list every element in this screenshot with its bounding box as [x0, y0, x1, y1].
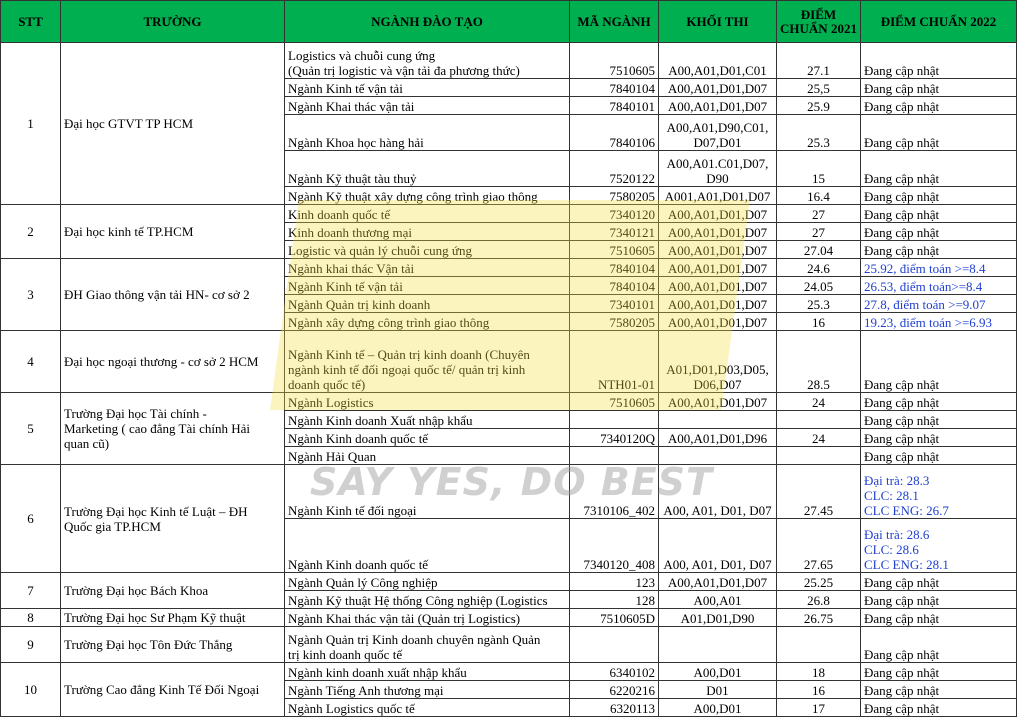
cell-score-2022: Đang cập nhật [861, 43, 1017, 79]
cell-stt: 4 [1, 331, 61, 393]
cell-block: A00,A01,D01,D07 [659, 205, 777, 223]
cell-block: A00,A01,D01,D07 [659, 393, 777, 411]
table-row [1, 331, 1017, 393]
cell-block: A00, A01, D01, D07 [659, 465, 777, 519]
cell-stt: 2 [1, 205, 61, 259]
cell-score-2022: Đang cập nhật [861, 115, 1017, 151]
header-stt: STT [1, 1, 61, 43]
cell-code: 7840104 [570, 277, 659, 295]
cell-major: Ngành Quản trị kinh doanh [285, 295, 570, 313]
cell-score-2021: 26.8 [777, 591, 861, 609]
cell-block [659, 411, 777, 429]
cell-major: Ngành Khai thác vận tải [285, 97, 570, 115]
cell-score-2021: 25.25 [777, 573, 861, 591]
table-row [1, 609, 1017, 627]
cell-score-2022: 26.53, điểm toán>=8.4 [861, 277, 1017, 295]
cell-major: Ngành Kinh tế – Quản trị kinh doanh (Chuyên ngành kinh tế đối ngoại quốc tế/ quản trị kinh doanh quốc tế) [285, 331, 570, 393]
cell-score-2022: Đang cập nhật [861, 79, 1017, 97]
cell-score-2022: Đang cập nhật [861, 573, 1017, 591]
cell-code: 7510605 [570, 241, 659, 259]
table-row [1, 627, 1017, 663]
cell-block: A00,A01,D01,D07 [659, 295, 777, 313]
cell-score-2022: Đang cập nhật [861, 699, 1017, 717]
cell-code: 123 [570, 573, 659, 591]
cell-major: Kinh doanh thương mại [285, 223, 570, 241]
cell-score-2022: Đang cập nhật [861, 591, 1017, 609]
cell-score-2021: 27.65 [777, 519, 861, 573]
cell-block: A00,A01,D01,D07 [659, 277, 777, 295]
cell-block: A00,A01,D01,D07 [659, 79, 777, 97]
cell-major: Ngành Kinh doanh quốc tế [285, 429, 570, 447]
cell-stt: 3 [1, 259, 61, 331]
cell-score-2022: Đang cập nhật [861, 97, 1017, 115]
cell-block: D01 [659, 681, 777, 699]
cell-major: Ngành Kỹ thuật tàu thuỷ [285, 151, 570, 187]
header-score-2021: ĐIỂM CHUẨN 2021 [777, 1, 861, 43]
cell-school: Trường Đại học Kinh tế Luật – ĐH Quốc gia TP.HCM [61, 465, 285, 573]
cell-stt: 10 [1, 663, 61, 717]
cell-block: A00,D01 [659, 699, 777, 717]
cell-stt: 1 [1, 43, 61, 205]
cell-score-2022: Đang cập nhật [861, 393, 1017, 411]
cell-score-2021: 18 [777, 663, 861, 681]
cell-score-2021: 15 [777, 151, 861, 187]
cell-major: Ngành Quản lý Công nghiệp [285, 573, 570, 591]
table-row [1, 663, 1017, 681]
cell-major: Ngành khai thác Vận tải [285, 259, 570, 277]
cell-code: 7340120_408 [570, 519, 659, 573]
cell-block: A00,A01,D01,D07 [659, 223, 777, 241]
cell-score-2021: 16 [777, 313, 861, 331]
cell-school: Trường Đại học Sư Phạm Kỹ thuật [61, 609, 285, 627]
cell-score-2021: 27.1 [777, 43, 861, 79]
cell-code: 7340120Q [570, 429, 659, 447]
cell-score-2021 [777, 627, 861, 663]
cell-code: 7520122 [570, 151, 659, 187]
cell-major: Ngành xây dựng công trình giao thông [285, 313, 570, 331]
cell-block: A00,A01,D01,D07 [659, 573, 777, 591]
cell-block: A00,A01,D01,D07 [659, 259, 777, 277]
cell-code: NTH01-01 [570, 331, 659, 393]
cell-major: Logistic và quản lý chuỗi cung ứng [285, 241, 570, 259]
cell-major: Ngành Kinh tế đối ngoại [285, 465, 570, 519]
cell-major: Ngành Quản trị Kinh doanh chuyên ngành Quản trị kinh doanh quốc tế [285, 627, 570, 663]
cell-major: Ngành Kinh tế vận tải [285, 79, 570, 97]
cell-score-2021: 16 [777, 681, 861, 699]
cell-score-2021: 28.5 [777, 331, 861, 393]
watermark-slogan: SAY YES, DO BEST [310, 460, 713, 504]
cell-code: 7510605 [570, 393, 659, 411]
cell-code: 7310106_402 [570, 465, 659, 519]
cell-score-2022: Đang cập nhật [861, 241, 1017, 259]
cell-major: Logistics và chuỗi cung ứng (Quản trị logistic và vận tải đa phương thức) [285, 43, 570, 79]
header-school: TRƯỜNG [61, 1, 285, 43]
cell-school: Trường Đại học Tôn Đức Thắng [61, 627, 285, 663]
cell-score-2021: 25,5 [777, 79, 861, 97]
cell-block: A01,D01,D03,D05, D06,D07 [659, 331, 777, 393]
cell-code: 7340120 [570, 205, 659, 223]
cell-score-2022: Đang cập nhật [861, 609, 1017, 627]
cell-score-2021: 25.9 [777, 97, 861, 115]
cell-score-2021: 24 [777, 429, 861, 447]
cell-score-2021: 27 [777, 223, 861, 241]
cell-score-2021: 17 [777, 699, 861, 717]
cell-score-2021: 27 [777, 205, 861, 223]
cell-block [659, 447, 777, 465]
cell-major: Ngành Khai thác vận tải (Quản trị Logistics) [285, 609, 570, 627]
cell-score-2022: Đại trà: 28.6 CLC: 28.6 CLC ENG: 28.1 [861, 519, 1017, 573]
table-row [1, 573, 1017, 591]
cell-code: 7840104 [570, 259, 659, 277]
cell-major: Ngành Logistics [285, 393, 570, 411]
cell-block: A001,A01,D01,D07 [659, 187, 777, 205]
cell-code [570, 411, 659, 429]
cell-major: Ngành Logistics quốc tế [285, 699, 570, 717]
cell-stt: 8 [1, 609, 61, 627]
table-row [1, 205, 1017, 223]
cell-score-2022: 25.92, điểm toán >=8.4 [861, 259, 1017, 277]
cell-block: A00,A01.C01,D07, D90 [659, 151, 777, 187]
cell-block: A00,A01,D01,D07 [659, 241, 777, 259]
cell-major: Ngành Kinh doanh quốc tế [285, 519, 570, 573]
cell-school: Trường Đại học Tài chính - Marketing ( cao đẳng Tài chính Hải quan cũ) [61, 393, 285, 465]
cell-score-2022: Đang cập nhật [861, 205, 1017, 223]
cell-school: Trường Đại học Bách Khoa [61, 573, 285, 609]
cell-code: 6220216 [570, 681, 659, 699]
cell-major: Ngành Kinh tế vận tải [285, 277, 570, 295]
cell-score-2022: 27.8, điểm toán >=9.07 [861, 295, 1017, 313]
cell-score-2021: 24 [777, 393, 861, 411]
cell-major: Ngành kinh doanh xuất nhập khẩu [285, 663, 570, 681]
cell-block: A00,A01,D90,C01, D07,D01 [659, 115, 777, 151]
cell-code: 7840101 [570, 97, 659, 115]
cell-major: Ngành Kinh doanh Xuất nhập khẩu [285, 411, 570, 429]
cell-school: Đại học ngoại thương - cơ sở 2 HCM [61, 331, 285, 393]
cell-score-2021: 16.4 [777, 187, 861, 205]
header-score-2022: ĐIỂM CHUẨN 2022 [861, 1, 1017, 43]
table-row [1, 393, 1017, 411]
cell-score-2021: 24.6 [777, 259, 861, 277]
cell-major: Ngành Hải Quan [285, 447, 570, 465]
cell-score-2022: Đang cập nhật [861, 223, 1017, 241]
cell-block [659, 627, 777, 663]
cell-code: 7840104 [570, 79, 659, 97]
cell-code: 128 [570, 591, 659, 609]
cell-major: Ngành Kỹ thuật Hệ thống Công nghiệp (Logistics [285, 591, 570, 609]
cell-score-2022: Đang cập nhật [861, 627, 1017, 663]
cell-score-2022: Đang cập nhật [861, 151, 1017, 187]
cell-score-2022: Đại trà: 28.3 CLC: 28.1 CLC ENG: 26.7 [861, 465, 1017, 519]
header-block: KHỐI THI [659, 1, 777, 43]
cell-score-2022: Đang cập nhật [861, 429, 1017, 447]
cell-code: 7340121 [570, 223, 659, 241]
table-header-row [1, 1, 1017, 43]
cell-code: 7840106 [570, 115, 659, 151]
cell-score-2022: Đang cập nhật [861, 187, 1017, 205]
table-row [1, 43, 1017, 79]
cell-code: 7340101 [570, 295, 659, 313]
cell-code: 7510605 [570, 43, 659, 79]
cell-score-2022: Đang cập nhật [861, 411, 1017, 429]
cell-code: 7510605D [570, 609, 659, 627]
cell-score-2022: Đang cập nhật [861, 663, 1017, 681]
cell-score-2021: 24.05 [777, 277, 861, 295]
cell-stt: 5 [1, 393, 61, 465]
cell-block: A00,D01 [659, 663, 777, 681]
cell-stt: 9 [1, 627, 61, 663]
cell-score-2022: Đang cập nhật [861, 681, 1017, 699]
cell-school: ĐH Giao thông vận tải HN- cơ sở 2 [61, 259, 285, 331]
cell-code: 7580205 [570, 313, 659, 331]
cell-block: A00,A01,D01,D07 [659, 313, 777, 331]
cell-major: Ngành Kỹ thuật xây dựng công trình giao thông [285, 187, 570, 205]
cell-block: A00, A01, D01, D07 [659, 519, 777, 573]
table-row [1, 259, 1017, 277]
cell-block: A00,A01 [659, 591, 777, 609]
cell-block: A00,A01,D01,D07 [659, 97, 777, 115]
cell-score-2021: 25.3 [777, 295, 861, 313]
cell-score-2022: 19.23, điểm toán >=6.93 [861, 313, 1017, 331]
cell-code: 7580205 [570, 187, 659, 205]
cell-school: Trường Cao đẳng Kinh Tế Đối Ngoại [61, 663, 285, 717]
cell-school: Đại học kinh tế TP.HCM [61, 205, 285, 259]
table-row [1, 465, 1017, 519]
header-code: MÃ NGÀNH [570, 1, 659, 43]
cell-score-2021: 26.75 [777, 609, 861, 627]
cell-major: Ngành Khoa học hàng hải [285, 115, 570, 151]
cell-score-2021: 27.45 [777, 465, 861, 519]
table-body [1, 43, 1017, 717]
cell-school: Đại học GTVT TP HCM [61, 43, 285, 205]
cell-score-2021 [777, 411, 861, 429]
cell-block: A01,D01,D90 [659, 609, 777, 627]
cell-stt: 6 [1, 465, 61, 573]
cell-major: Kinh doanh quốc tế [285, 205, 570, 223]
cell-code: 6340102 [570, 663, 659, 681]
cell-score-2022: Đang cập nhật [861, 447, 1017, 465]
cell-stt: 7 [1, 573, 61, 609]
cell-score-2022: Đang cập nhật [861, 331, 1017, 393]
cell-major: Ngành Tiếng Anh thương mại [285, 681, 570, 699]
cell-code: 6320113 [570, 699, 659, 717]
cell-score-2021 [777, 447, 861, 465]
cell-code [570, 447, 659, 465]
cell-score-2021: 27.04 [777, 241, 861, 259]
cell-code [570, 627, 659, 663]
header-major: NGÀNH ĐÀO TẠO [285, 1, 570, 43]
cell-score-2021: 25.3 [777, 115, 861, 151]
cell-block: A00,A01,D01,D96 [659, 429, 777, 447]
cell-block: A00,A01,D01,C01 [659, 43, 777, 79]
